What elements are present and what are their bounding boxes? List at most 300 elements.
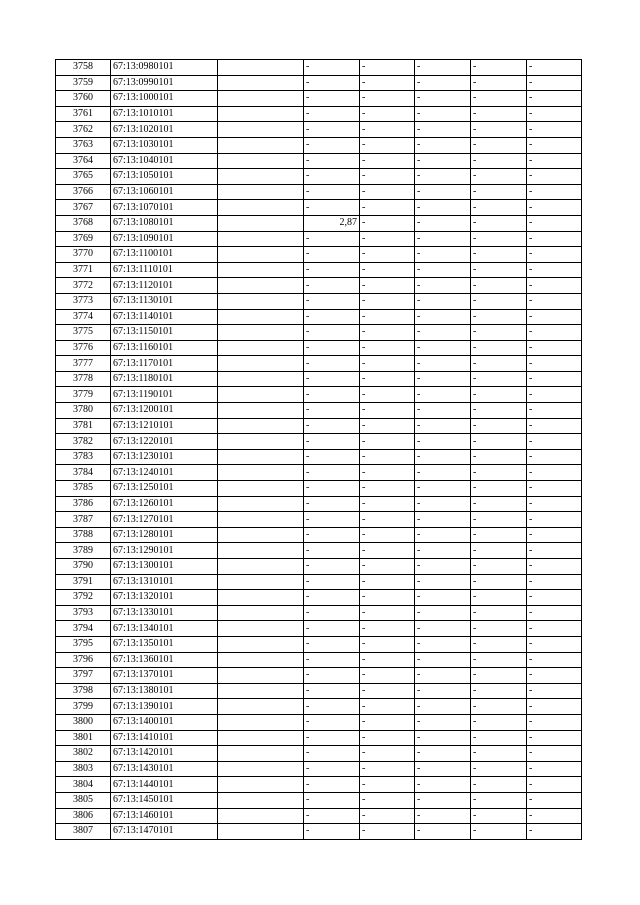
value-cell-1: - <box>304 605 360 621</box>
cadastral-code-cell: 67:13:1240101 <box>111 465 218 481</box>
cadastral-code-cell: 67:13:1050101 <box>111 169 218 185</box>
value-cell-5: - <box>527 200 582 216</box>
value-cell-4: - <box>471 278 527 294</box>
blank-cell <box>218 559 304 575</box>
value-cell-2: - <box>360 309 415 325</box>
value-cell-2: - <box>360 714 415 730</box>
value-cell-2: - <box>360 481 415 497</box>
value-cell-5: - <box>527 278 582 294</box>
value-cell-5: - <box>527 91 582 107</box>
value-cell-2: - <box>360 761 415 777</box>
value-cell-1: - <box>304 527 360 543</box>
value-cell-3: - <box>415 761 471 777</box>
value-cell-5: - <box>527 652 582 668</box>
value-cell-4: - <box>471 200 527 216</box>
blank-cell <box>218 91 304 107</box>
value-cell-4: - <box>471 621 527 637</box>
cadastral-code-cell: 67:13:1450101 <box>111 792 218 808</box>
value-cell-4: - <box>471 106 527 122</box>
table-row <box>56 262 582 278</box>
value-cell-5: - <box>527 75 582 91</box>
value-cell-4: - <box>471 60 527 76</box>
value-cell-3: - <box>415 106 471 122</box>
blank-cell <box>218 293 304 309</box>
value-cell-3: - <box>415 543 471 559</box>
blank-cell <box>218 75 304 91</box>
table-row <box>56 340 582 356</box>
value-cell-4: - <box>471 403 527 419</box>
value-cell-2: - <box>360 169 415 185</box>
value-cell-3: - <box>415 621 471 637</box>
row-number-cell: 3759 <box>56 75 111 91</box>
value-cell-5: - <box>527 106 582 122</box>
value-cell-5: - <box>527 668 582 684</box>
value-cell-2: - <box>360 636 415 652</box>
value-cell-5: - <box>527 169 582 185</box>
table-row <box>56 356 582 372</box>
value-cell-3: - <box>415 777 471 793</box>
value-cell-5: - <box>527 262 582 278</box>
blank-cell <box>218 153 304 169</box>
value-cell-1: - <box>304 122 360 138</box>
value-cell-1: - <box>304 652 360 668</box>
cadastral-code-cell: 67:13:1230101 <box>111 449 218 465</box>
table-row <box>56 792 582 808</box>
value-cell-3: - <box>415 153 471 169</box>
value-cell-2: - <box>360 325 415 341</box>
value-cell-3: - <box>415 60 471 76</box>
value-cell-3: - <box>415 496 471 512</box>
cadastral-code-cell: 67:13:1070101 <box>111 200 218 216</box>
cadastral-code-cell: 67:13:1010101 <box>111 106 218 122</box>
row-number-cell: 3766 <box>56 184 111 200</box>
row-number-cell: 3804 <box>56 777 111 793</box>
value-cell-1: - <box>304 730 360 746</box>
row-number-cell: 3779 <box>56 387 111 403</box>
table-row <box>56 465 582 481</box>
cadastral-code-cell: 67:13:1250101 <box>111 481 218 497</box>
value-cell-1: - <box>304 325 360 341</box>
cadastral-code-cell: 67:13:1390101 <box>111 699 218 715</box>
value-cell-3: - <box>415 403 471 419</box>
value-cell-1: - <box>304 75 360 91</box>
value-cell-4: - <box>471 418 527 434</box>
value-cell-4: - <box>471 434 527 450</box>
value-cell-1: - <box>304 434 360 450</box>
value-cell-3: - <box>415 449 471 465</box>
value-cell-4: - <box>471 387 527 403</box>
table-row <box>56 293 582 309</box>
table-row <box>56 325 582 341</box>
value-cell-2: - <box>360 371 415 387</box>
value-cell-1: - <box>304 231 360 247</box>
value-cell-2: - <box>360 137 415 153</box>
row-number-cell: 3800 <box>56 714 111 730</box>
cadastral-code-cell: 67:13:1460101 <box>111 808 218 824</box>
blank-cell <box>218 746 304 762</box>
blank-cell <box>218 169 304 185</box>
value-cell-2: - <box>360 559 415 575</box>
cadastral-code-cell: 67:13:1350101 <box>111 636 218 652</box>
row-number-cell: 3769 <box>56 231 111 247</box>
cadastral-code-cell: 67:13:1190101 <box>111 387 218 403</box>
blank-cell <box>218 481 304 497</box>
cadastral-code-cell: 67:13:1040101 <box>111 153 218 169</box>
row-number-cell: 3807 <box>56 824 111 840</box>
row-number-cell: 3770 <box>56 247 111 263</box>
table-row <box>56 761 582 777</box>
cadastral-code-cell: 67:13:1120101 <box>111 278 218 294</box>
value-cell-1: - <box>304 91 360 107</box>
row-number-cell: 3781 <box>56 418 111 434</box>
value-cell-4: - <box>471 574 527 590</box>
value-cell-5: - <box>527 792 582 808</box>
table-row <box>56 559 582 575</box>
blank-cell <box>218 527 304 543</box>
cadastral-code-cell: 67:13:1140101 <box>111 309 218 325</box>
cadastral-code-cell: 67:13:1440101 <box>111 777 218 793</box>
value-cell-1: - <box>304 683 360 699</box>
value-cell-3: - <box>415 247 471 263</box>
value-cell-4: - <box>471 293 527 309</box>
value-cell-4: - <box>471 91 527 107</box>
value-cell-4: - <box>471 683 527 699</box>
value-cell-5: - <box>527 761 582 777</box>
value-cell-1: - <box>304 262 360 278</box>
value-cell-3: - <box>415 371 471 387</box>
row-number-cell: 3806 <box>56 808 111 824</box>
value-cell-2: - <box>360 262 415 278</box>
table-row <box>56 481 582 497</box>
table-row <box>56 247 582 263</box>
value-cell-4: - <box>471 215 527 231</box>
row-number-cell: 3797 <box>56 668 111 684</box>
value-cell-4: - <box>471 746 527 762</box>
cadastral-code-cell: 67:13:1090101 <box>111 231 218 247</box>
blank-cell <box>218 668 304 684</box>
value-cell-4: - <box>471 559 527 575</box>
table-row <box>56 153 582 169</box>
value-cell-5: - <box>527 309 582 325</box>
value-cell-1: - <box>304 761 360 777</box>
table-row <box>56 496 582 512</box>
value-cell-3: - <box>415 387 471 403</box>
value-cell-1: - <box>304 699 360 715</box>
table-row <box>56 714 582 730</box>
value-cell-1: - <box>304 106 360 122</box>
row-number-cell: 3801 <box>56 730 111 746</box>
value-cell-2: - <box>360 621 415 637</box>
value-cell-4: - <box>471 169 527 185</box>
value-cell-1: - <box>304 169 360 185</box>
cadastral-code-cell: 67:13:1110101 <box>111 262 218 278</box>
table-row <box>56 200 582 216</box>
value-cell-5: - <box>527 247 582 263</box>
row-number-cell: 3796 <box>56 652 111 668</box>
blank-cell <box>218 340 304 356</box>
value-cell-5: - <box>527 605 582 621</box>
row-number-cell: 3790 <box>56 559 111 575</box>
value-cell-5: - <box>527 559 582 575</box>
value-cell-1: - <box>304 60 360 76</box>
table-row <box>56 590 582 606</box>
blank-cell <box>218 824 304 840</box>
value-cell-3: - <box>415 434 471 450</box>
value-cell-2: - <box>360 184 415 200</box>
table-row <box>56 137 582 153</box>
table-row <box>56 60 582 76</box>
table-row <box>56 278 582 294</box>
value-cell-3: - <box>415 824 471 840</box>
value-cell-2: - <box>360 403 415 419</box>
value-cell-1: - <box>304 293 360 309</box>
value-cell-5: - <box>527 824 582 840</box>
blank-cell <box>218 309 304 325</box>
value-cell-3: - <box>415 465 471 481</box>
table-row <box>56 730 582 746</box>
value-cell-3: - <box>415 683 471 699</box>
value-cell-4: - <box>471 325 527 341</box>
value-cell-2: - <box>360 527 415 543</box>
value-cell-4: - <box>471 481 527 497</box>
row-number-cell: 3786 <box>56 496 111 512</box>
blank-cell <box>218 418 304 434</box>
cadastral-code-cell: 67:13:1290101 <box>111 543 218 559</box>
value-cell-4: - <box>471 137 527 153</box>
value-cell-5: - <box>527 543 582 559</box>
cadastral-code-cell: 67:13:1080101 <box>111 215 218 231</box>
row-number-cell: 3788 <box>56 527 111 543</box>
value-cell-2: - <box>360 106 415 122</box>
table-row <box>56 91 582 107</box>
blank-cell <box>218 465 304 481</box>
row-number-cell: 3764 <box>56 153 111 169</box>
value-cell-1: - <box>304 481 360 497</box>
value-cell-5: - <box>527 325 582 341</box>
cadastral-code-cell: 67:13:1060101 <box>111 184 218 200</box>
blank-cell <box>218 496 304 512</box>
cadastral-code-cell: 67:13:1420101 <box>111 746 218 762</box>
row-number-cell: 3793 <box>56 605 111 621</box>
row-number-cell: 3768 <box>56 215 111 231</box>
cadastral-code-cell: 67:13:1150101 <box>111 325 218 341</box>
table-row <box>56 636 582 652</box>
value-cell-2: - <box>360 91 415 107</box>
value-cell-5: - <box>527 403 582 419</box>
value-cell-1: - <box>304 200 360 216</box>
value-cell-3: - <box>415 481 471 497</box>
value-cell-5: - <box>527 231 582 247</box>
value-cell-5: - <box>527 496 582 512</box>
table-row <box>56 683 582 699</box>
cadastral-code-cell: 67:13:1360101 <box>111 652 218 668</box>
blank-cell <box>218 777 304 793</box>
cadastral-code-cell: 67:13:1370101 <box>111 668 218 684</box>
value-cell-2: - <box>360 574 415 590</box>
value-cell-1: - <box>304 465 360 481</box>
value-cell-2: - <box>360 340 415 356</box>
row-number-cell: 3761 <box>56 106 111 122</box>
blank-cell <box>218 652 304 668</box>
value-cell-4: - <box>471 636 527 652</box>
row-number-cell: 3782 <box>56 434 111 450</box>
value-cell-3: - <box>415 512 471 528</box>
value-cell-3: - <box>415 559 471 575</box>
value-cell-1: - <box>304 356 360 372</box>
value-cell-4: - <box>471 449 527 465</box>
value-cell-3: - <box>415 278 471 294</box>
row-number-cell: 3795 <box>56 636 111 652</box>
table-row <box>56 169 582 185</box>
table-row <box>56 122 582 138</box>
blank-cell <box>218 247 304 263</box>
value-cell-2: - <box>360 418 415 434</box>
row-number-cell: 3780 <box>56 403 111 419</box>
row-number-cell: 3767 <box>56 200 111 216</box>
value-cell-3: - <box>415 200 471 216</box>
blank-cell <box>218 449 304 465</box>
value-cell-4: - <box>471 340 527 356</box>
value-cell-3: - <box>415 418 471 434</box>
value-cell-5: - <box>527 574 582 590</box>
value-cell-2: - <box>360 356 415 372</box>
table-row <box>56 387 582 403</box>
table-row <box>56 824 582 840</box>
value-cell-5: - <box>527 215 582 231</box>
value-cell-4: - <box>471 309 527 325</box>
table-row <box>56 434 582 450</box>
table-row <box>56 371 582 387</box>
blank-cell <box>218 184 304 200</box>
value-cell-4: - <box>471 184 527 200</box>
cadastral-code-cell: 67:13:0990101 <box>111 75 218 91</box>
cadastral-code-cell: 67:13:1310101 <box>111 574 218 590</box>
value-cell-3: - <box>415 122 471 138</box>
table-row <box>56 543 582 559</box>
value-cell-1: - <box>304 309 360 325</box>
value-cell-3: - <box>415 792 471 808</box>
blank-cell <box>218 512 304 528</box>
cadastral-code-cell: 67:13:1210101 <box>111 418 218 434</box>
value-cell-5: - <box>527 808 582 824</box>
value-cell-4: - <box>471 668 527 684</box>
value-cell-3: - <box>415 574 471 590</box>
blank-cell <box>218 231 304 247</box>
table-row <box>56 652 582 668</box>
value-cell-2: - <box>360 247 415 263</box>
value-cell-4: - <box>471 543 527 559</box>
cadastral-code-cell: 67:13:1340101 <box>111 621 218 637</box>
row-number-cell: 3792 <box>56 590 111 606</box>
value-cell-5: - <box>527 714 582 730</box>
table-row <box>56 184 582 200</box>
blank-cell <box>218 761 304 777</box>
value-cell-3: - <box>415 699 471 715</box>
table-body <box>56 60 582 840</box>
value-cell-4: - <box>471 777 527 793</box>
row-number-cell: 3805 <box>56 792 111 808</box>
row-number-cell: 3798 <box>56 683 111 699</box>
value-cell-4: - <box>471 527 527 543</box>
cadastral-code-cell: 67:13:1030101 <box>111 137 218 153</box>
value-cell-1: - <box>304 153 360 169</box>
value-cell-1: - <box>304 714 360 730</box>
value-cell-5: - <box>527 730 582 746</box>
value-cell-3: - <box>415 91 471 107</box>
value-cell-1: - <box>304 792 360 808</box>
value-cell-2: - <box>360 512 415 528</box>
value-cell-5: - <box>527 293 582 309</box>
value-cell-2: - <box>360 668 415 684</box>
cadastral-code-cell: 67:13:1200101 <box>111 403 218 419</box>
table-row <box>56 621 582 637</box>
value-cell-2: - <box>360 387 415 403</box>
value-cell-5: - <box>527 512 582 528</box>
row-number-cell: 3762 <box>56 122 111 138</box>
value-cell-5: - <box>527 527 582 543</box>
value-cell-5: - <box>527 418 582 434</box>
value-cell-2: - <box>360 231 415 247</box>
value-cell-1: - <box>304 777 360 793</box>
value-cell-3: - <box>415 652 471 668</box>
value-cell-1: - <box>304 340 360 356</box>
cadastral-code-cell: 67:13:1260101 <box>111 496 218 512</box>
cadastral-code-cell: 67:13:1020101 <box>111 122 218 138</box>
blank-cell <box>218 262 304 278</box>
blank-cell <box>218 137 304 153</box>
row-number-cell: 3783 <box>56 449 111 465</box>
value-cell-3: - <box>415 590 471 606</box>
row-number-cell: 3777 <box>56 356 111 372</box>
table-row <box>56 699 582 715</box>
value-cell-3: - <box>415 730 471 746</box>
value-cell-2: - <box>360 278 415 294</box>
value-cell-2: - <box>360 434 415 450</box>
value-cell-5: - <box>527 746 582 762</box>
value-cell-1: - <box>304 247 360 263</box>
value-cell-2: - <box>360 60 415 76</box>
blank-cell <box>218 605 304 621</box>
cadastral-code-cell: 67:13:1320101 <box>111 590 218 606</box>
row-number-cell: 3803 <box>56 761 111 777</box>
row-number-cell: 3772 <box>56 278 111 294</box>
cadastral-code-cell: 67:13:1100101 <box>111 247 218 263</box>
value-cell-4: - <box>471 356 527 372</box>
value-cell-2: - <box>360 153 415 169</box>
value-cell-5: - <box>527 465 582 481</box>
cadastral-code-cell: 67:13:1130101 <box>111 293 218 309</box>
value-cell-5: - <box>527 153 582 169</box>
table-row <box>56 403 582 419</box>
value-cell-4: - <box>471 730 527 746</box>
cadastral-code-cell: 67:13:1470101 <box>111 824 218 840</box>
value-cell-3: - <box>415 169 471 185</box>
value-cell-3: - <box>415 636 471 652</box>
table-row <box>56 574 582 590</box>
value-cell-5: - <box>527 481 582 497</box>
value-cell-5: - <box>527 60 582 76</box>
value-cell-1: - <box>304 418 360 434</box>
value-cell-4: - <box>471 824 527 840</box>
table-row <box>56 75 582 91</box>
blank-cell <box>218 683 304 699</box>
value-cell-5: - <box>527 636 582 652</box>
table-row <box>56 808 582 824</box>
cadastral-code-cell: 67:13:1280101 <box>111 527 218 543</box>
value-cell-1: - <box>304 449 360 465</box>
row-number-cell: 3771 <box>56 262 111 278</box>
value-cell-5: - <box>527 184 582 200</box>
